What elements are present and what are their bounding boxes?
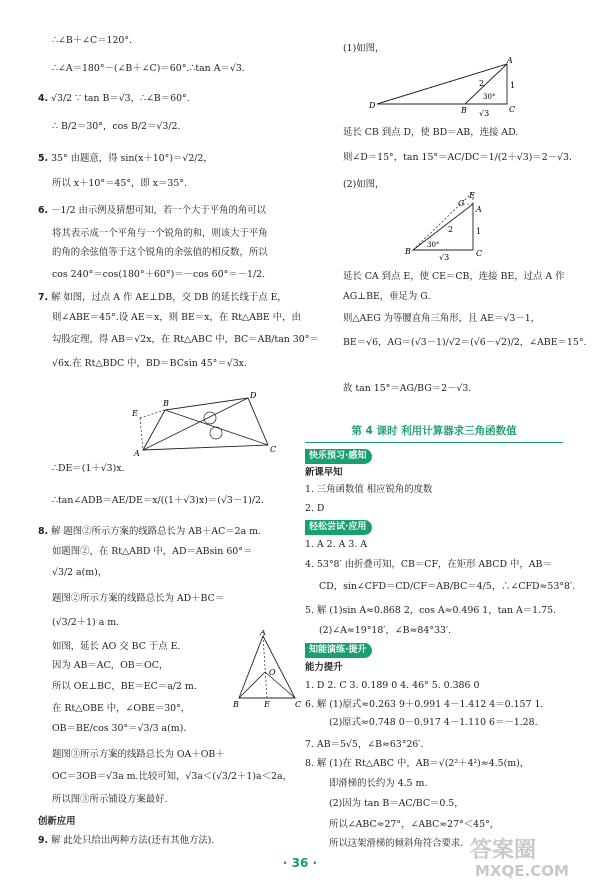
svg-text:30°: 30°	[427, 241, 440, 249]
svg-text:C: C	[509, 105, 516, 114]
svg-text:E: E	[132, 409, 138, 418]
section-heading: 能力提升	[305, 662, 343, 673]
svg-text:B: B	[405, 247, 411, 256]
svg-text:C: C	[295, 700, 302, 708]
text-line: (2)原式≈0.748 0－0.917 4－1.110 6＝－1.28.	[329, 717, 538, 728]
text-line: 所以 x＋10°＝45°，即 x＝35°.	[52, 178, 187, 189]
svg-text:C: C	[270, 445, 277, 454]
text-line: (1)如图，	[343, 43, 385, 54]
watermark-url: MXQE.COM	[475, 862, 569, 880]
svg-text:E: E	[264, 700, 270, 708]
text-line: √3/2 a(m)，	[52, 567, 108, 578]
triangle-figure-d	[367, 56, 527, 122]
svg-text:√3: √3	[479, 109, 490, 118]
text-line: 的角的余弦值等于这个锐角的余弦值的相反数，所以	[52, 247, 268, 258]
text-line: BE＝√6，AG＝(√3－1)/√2＝(√6－√2)/2，∠ABE＝15°.	[343, 337, 587, 348]
text-line: 8. 解 (1)在 Rt△ABC 中，AB＝√(2²＋4²)≈4.5(m)，	[305, 758, 530, 769]
quadrilateral-figure	[128, 390, 278, 460]
svg-text:D: D	[369, 101, 376, 110]
answer-4: 4. √3/2 ∵ tan B＝√3，∴∠B＝60°.	[38, 93, 190, 104]
text-line: 在 Rt△OBE 中，∠OBE＝30°，	[52, 703, 191, 714]
svg-text:B: B	[163, 399, 169, 408]
answer-7: 7. 解 如图，过点 A 作 AE⊥DB，交 DB 的延长线于点 E，	[38, 292, 287, 303]
watermark-logo: 答案圈	[470, 838, 537, 863]
page-number: · 36 ·	[282, 856, 318, 870]
text-line: ∴∠A＝180°－(∠B＋∠C)＝60°.∴tan A＝√3.	[52, 63, 245, 74]
text-line: 7. AB＝5√5，∠B≈63°26′.	[305, 739, 424, 750]
answer-8: 8. 解 题图②所示方案的线路总长为 AB＋AC＝2a m.	[38, 526, 262, 537]
text-line: 所以∠ABC≈27°，∠ABC≈27°＜45°，	[329, 819, 500, 830]
triangle-figure-e	[403, 190, 493, 262]
text-line: OB＝BE/cos 30°＝√3/3 a(m).	[52, 723, 187, 734]
text-line: 所以图③所示铺设方案最好.	[52, 794, 168, 805]
svg-text:O: O	[269, 668, 276, 677]
svg-text:√3: √3	[439, 253, 450, 262]
section-badge-try: 轻松尝试·应用	[305, 520, 372, 535]
svg-text:1: 1	[476, 227, 482, 236]
text-line: √6x.在 Rt△BDC 中，BD＝BCsin 45°＝√3x.	[52, 358, 247, 369]
svg-text:1: 1	[510, 81, 516, 90]
text-line: (2)如图，	[343, 179, 385, 190]
text-line: (2)因为 tan B＝AC/BC＝0.5，	[329, 798, 464, 809]
text-line: 1. A 2. A 3. A	[305, 539, 368, 550]
text-line: 延长 CA 到点 E，使 CE＝CB，连接 BE，过点 A 作	[343, 271, 565, 282]
text-line: ∴DE＝(1＋√3)x.	[52, 463, 125, 474]
text-line: 故 tan 15°＝AG/BG＝2－√3.	[343, 383, 472, 394]
text-line: cos 240°＝cos(180°＋60°)＝－cos 60°＝－1/2.	[52, 269, 266, 280]
text-line: 将其表示成一个平角与一个锐角的和，则该大于平角	[52, 228, 268, 239]
svg-text:E: E	[469, 191, 475, 200]
svg-text:2: 2	[479, 79, 485, 88]
text-line: 6. 解 (1)原式≈0.263 9＋0.991 4－1.412 4＝0.157 1.	[305, 699, 544, 710]
answer-5: 5. 35° 由题意，得 sin(x＋10°)＝√2/2，	[38, 153, 213, 164]
text-line: 因为 AB＝AC，OB＝OC，	[52, 660, 169, 671]
text-line: 勾股定理，得 AB＝√2x，在 Rt△ABC 中，BC＝AB/tan 30°＝	[52, 334, 319, 345]
svg-text:B: B	[233, 700, 239, 708]
section-heading: 创新应用	[38, 816, 76, 827]
text-line: 所以 OE⊥BC，BE＝EC＝a/2 m.	[52, 681, 197, 692]
text-line: ∴ B/2＝30°，cos B/2＝√3/2.	[52, 121, 181, 132]
svg-text:A: A	[134, 449, 140, 458]
text-line: 则△AEG 为等腰直角三角形，且 AE＝√3－1，	[343, 313, 541, 324]
svg-text:C: C	[476, 249, 483, 258]
text-line: 所以这架滑梯的倾斜角符合要求.	[329, 838, 464, 849]
svg-text:D: D	[250, 391, 257, 400]
divider	[305, 442, 563, 443]
svg-text:B: B	[461, 106, 467, 115]
text-line: 题图②所示方案的线路总长为 AD＋BC＝	[52, 593, 225, 604]
section-badge-preview: 快乐预习·感知	[305, 449, 372, 464]
text-line: 4. 53°8′ 由折叠可知，CB＝CF，在矩形 ABCD 中，AB＝	[305, 559, 552, 570]
text-line: ∴tan∠ADB＝AE/DE＝x/((1＋√3)x)＝(√3－1)/2.	[52, 495, 264, 506]
text-line: 1. D 2. C 3. 0.189 0 4. 46° 5. 0.386 0	[305, 680, 480, 691]
svg-text:A: A	[260, 630, 266, 637]
section-heading: 新课早知	[305, 467, 343, 478]
section-badge-practice: 知能演练·提升	[305, 643, 372, 658]
text-line: 2. D	[305, 503, 325, 514]
svg-text:A: A	[507, 56, 513, 65]
svg-text:G: G	[458, 199, 465, 208]
svg-text:A: A	[476, 205, 482, 214]
svg-text:30°: 30°	[483, 93, 496, 101]
text-line: 5. 解 (1)sin A≈0.868 2，cos A≈0.496 1，tan A＝1.75.	[305, 605, 557, 616]
text-line: 1. 三角函数值 相应锐角的度数	[305, 484, 433, 495]
text-line: 延长 CB 到点 D，使 BD＝AB，连接 AD.	[343, 127, 519, 138]
text-line: CD，sin∠CFD＝CD/CF＝AB/BC＝4/5，∴∠CFD≈53°8′.	[319, 581, 576, 592]
text-line: 题图③所示方案的线路总长为 OA＋OB＋	[52, 749, 225, 760]
text-line: OC＝3OB＝√3a m.比较可知，√3a＜(√3/2＋1)a＜2a，	[52, 771, 292, 782]
svg-text:2: 2	[448, 225, 454, 234]
text-line: AG⊥BE，垂足为 G.	[343, 291, 431, 302]
answer-9: 9. 解 此处只给出两种方法(还有其他方法).	[38, 835, 215, 846]
text-line: (√3/2＋1) a m.	[52, 617, 120, 628]
text-line: ∴∠B＋∠C＝120°.	[52, 35, 133, 46]
text-line: (2)∠A≈19°18′，∠B≈84°33′.	[319, 625, 452, 636]
lesson-title: 第 4 课时 利用计算器求三角函数值	[351, 425, 517, 437]
text-line: 则∠D＝15°，tan 15°＝AC/DC＝1/(2＋√3)＝2－√3.	[343, 152, 572, 163]
answer-6: 6. －1/2 由示例及猜想可知，若一个大于平角的角可以	[38, 205, 267, 216]
text-line: 如题图②，在 Rt△ABD 中，AD＝ABsin 60°＝	[52, 546, 253, 557]
triangle-figure-3	[233, 630, 303, 708]
text-line: 则∠ABE＝45°.设 AE＝x，则 BE＝x，在 Rt△ABE 中，由	[52, 312, 301, 323]
text-line: 即滑梯的长约为 4.5 m.	[329, 778, 428, 789]
text-line: 如图，延长 AO 交 BC 于点 E.	[52, 641, 181, 652]
